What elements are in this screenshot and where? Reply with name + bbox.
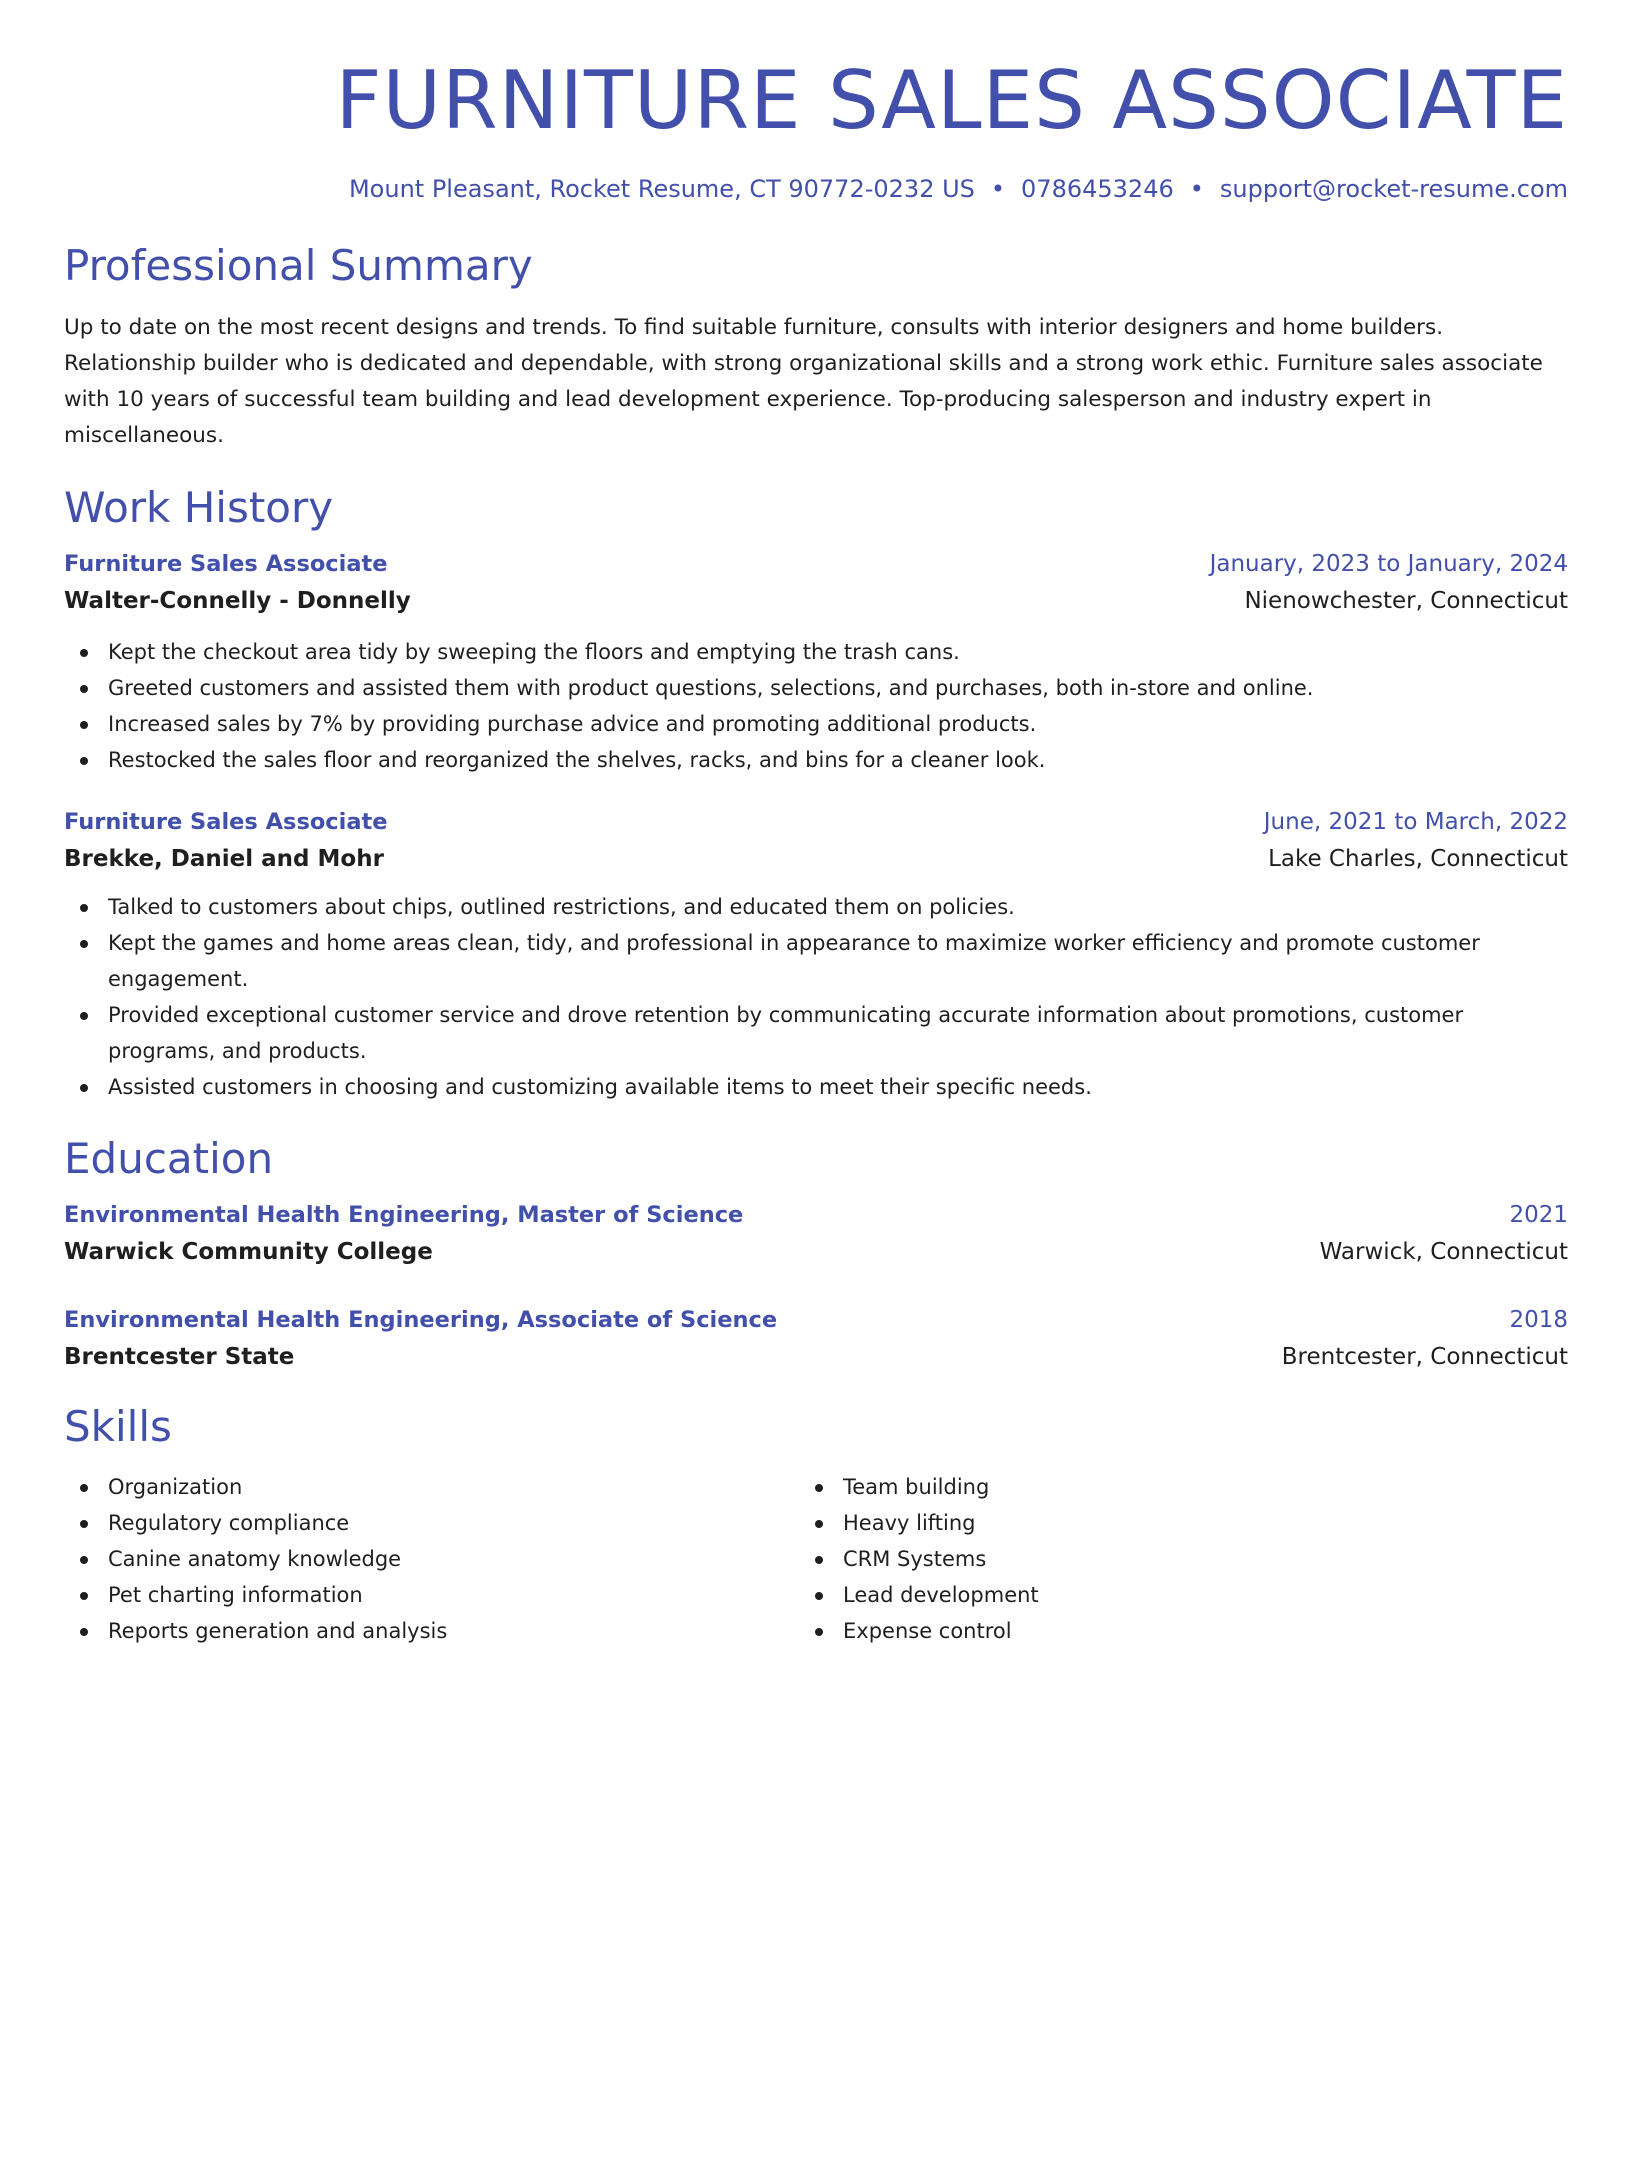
job-title: Furniture Sales Associate bbox=[64, 551, 388, 577]
education-location: Warwick, Connecticut bbox=[1319, 1239, 1568, 1265]
education-heading: Education bbox=[64, 1134, 274, 1183]
job-company-row bbox=[64, 843, 1568, 875]
job-bullets bbox=[64, 889, 1568, 1105]
skill-item: Reports generation and analysis bbox=[64, 1613, 799, 1649]
job-bullets bbox=[64, 634, 1568, 778]
job-bullet: Kept the checkout area tidy by sweeping the floors and emptying the trash cans. bbox=[64, 634, 1568, 670]
job-title-row bbox=[64, 548, 1568, 580]
contact-address: Mount Pleasant, Rocket Resume, CT 90772-0232 US bbox=[348, 175, 975, 203]
job-company-row bbox=[64, 585, 1568, 617]
job-location: Lake Charles, Connecticut bbox=[1268, 846, 1568, 872]
education-school: Brentcester State bbox=[64, 1344, 295, 1370]
job-title: Furniture Sales Associate bbox=[64, 809, 388, 835]
skill-item: Team building bbox=[799, 1469, 1534, 1505]
skill-item: Lead development bbox=[799, 1577, 1534, 1613]
education-school-row bbox=[64, 1236, 1568, 1268]
skill-item: Organization bbox=[64, 1469, 799, 1505]
education-entry bbox=[64, 1304, 1568, 1373]
skill-item: CRM Systems bbox=[799, 1541, 1534, 1577]
contact-separator: • bbox=[990, 175, 1006, 203]
skills-heading: Skills bbox=[64, 1402, 172, 1451]
skill-item: Pet charting information bbox=[64, 1577, 799, 1613]
education-year: 2021 bbox=[1509, 1202, 1568, 1228]
job-company: Brekke, Daniel and Mohr bbox=[64, 846, 384, 872]
job-location: Nienowchester, Connecticut bbox=[1244, 588, 1568, 614]
skills-list-right bbox=[799, 1469, 1534, 1649]
job-bullet: Greeted customers and assisted them with product questions, selections, and purchases, both in-store and online. bbox=[64, 670, 1568, 706]
skills-columns bbox=[64, 1469, 1568, 1649]
education-degree: Environmental Health Engineering, Master of Science bbox=[64, 1202, 744, 1228]
skills-list-left bbox=[64, 1469, 799, 1649]
education-degree-row bbox=[64, 1199, 1568, 1231]
skill-item: Canine anatomy knowledge bbox=[64, 1541, 799, 1577]
resume-page bbox=[0, 56, 1632, 2168]
job-company: Walter-Connelly - Donnelly bbox=[64, 588, 411, 614]
summary-heading: Professional Summary bbox=[64, 241, 533, 290]
job-bullet: Talked to customers about chips, outlined restrictions, and educated them on policies. bbox=[64, 889, 1568, 925]
job-entry bbox=[64, 806, 1568, 1105]
contact-line bbox=[64, 174, 1568, 204]
education-location: Brentcester, Connecticut bbox=[1281, 1344, 1568, 1370]
skill-item: Expense control bbox=[799, 1613, 1534, 1649]
skill-item: Heavy lifting bbox=[799, 1505, 1534, 1541]
education-entry bbox=[64, 1199, 1568, 1268]
job-bullet: Assisted customers in choosing and customizing available items to meet their specific needs. bbox=[64, 1069, 1568, 1105]
contact-separator: • bbox=[1189, 175, 1204, 203]
education-school: Warwick Community College bbox=[64, 1239, 433, 1265]
job-dates: June, 2021 to March, 2022 bbox=[1263, 809, 1568, 835]
contact-email: support@rocket-resume.com bbox=[1219, 175, 1568, 203]
job-entry bbox=[64, 548, 1568, 778]
education-year: 2018 bbox=[1509, 1307, 1568, 1333]
job-bullet: Restocked the sales floor and reorganized the shelves, racks, and bins for a cleaner look. bbox=[64, 742, 1568, 778]
job-dates: January, 2023 to January, 2024 bbox=[1209, 551, 1568, 577]
work-history-heading: Work History bbox=[64, 483, 334, 532]
job-bullet: Kept the games and home areas clean, tidy, and professional in appearance to maximize worker efficiency and promote customer engagement. bbox=[64, 925, 1568, 997]
job-bullet: Increased sales by 7% by providing purchase advice and promoting additional products. bbox=[64, 706, 1568, 742]
job-title-row bbox=[64, 806, 1568, 838]
skill-item: Regulatory compliance bbox=[64, 1505, 799, 1541]
education-school-row bbox=[64, 1341, 1568, 1373]
education-degree: Environmental Health Engineering, Associate of Science bbox=[64, 1307, 778, 1333]
candidate-title: FURNITURE SALES ASSOCIATE bbox=[335, 54, 1568, 147]
job-bullet: Provided exceptional customer service and drove retention by communicating accurate information about promotions, customer programs, and products. bbox=[64, 997, 1568, 1069]
education-degree-row bbox=[64, 1304, 1568, 1336]
summary-text: Up to date on the most recent designs and trends. To find suitable furniture, consults with interior designers and home builders. Relationship builder who is dedicated and dependable, with strong organizational skills and a strong work ethic. Furniture sales associate with 10 years of successful team building and lead development experience. Top-producing salesperson and industry expert in miscellaneous. bbox=[64, 315, 1543, 448]
contact-phone: 0786453246 bbox=[1021, 175, 1174, 203]
